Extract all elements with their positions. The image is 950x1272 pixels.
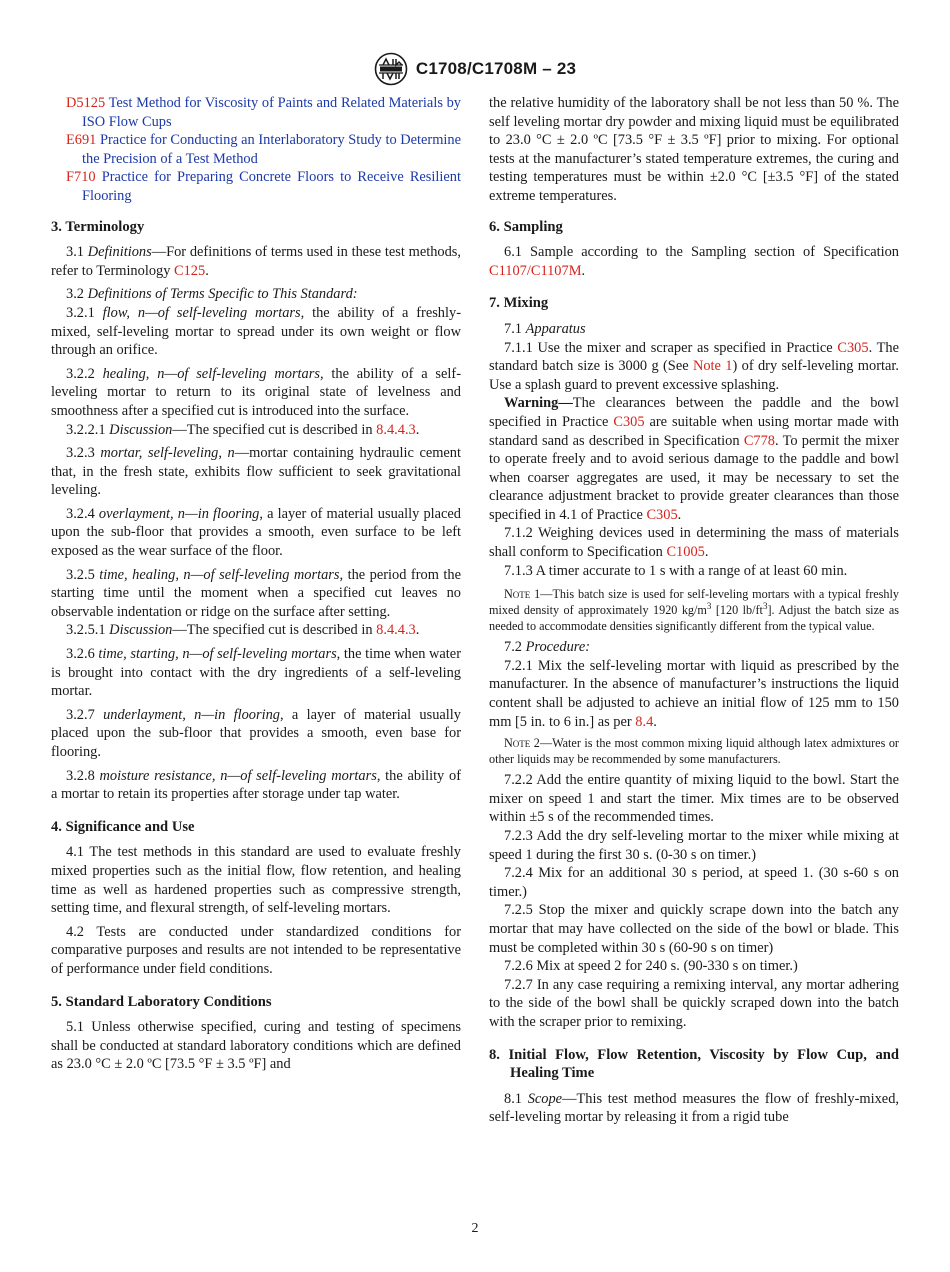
page-header [0, 52, 950, 86]
paragraph-3-1: 3.1 Definitions—For definitions of terms used in these test methods, refer to Terminology C125. [51, 244, 461, 279]
paragraph-7-1-2: 7.1.2 Weighing devices used in determining the mass of materials shall conform to Specification C1005. [489, 525, 899, 561]
paragraph-7-1-3: 7.1.3 A timer accurate to 1 s with a range of at least 60 min. [504, 562, 848, 579]
paragraph-6-1: 6.1 Sample according to the Sampling section of Specification C1107/C1107M. [489, 244, 899, 279]
paragraph-3-2-2: 3.2.2 healing, n—of self-leveling mortars, the ability of a self-leveling mortar to return to its original state of levelness and smoothness after a specified cut is introduced into the surface. [51, 365, 461, 419]
link-c1107[interactable]: C1107/C1107M [489, 262, 582, 279]
astm-logo-icon [374, 52, 408, 86]
reference-d5125 [51, 94, 461, 131]
paragraph-4-2: 4.2 Tests are conducted under standardized conditions for comparative purposes and results are not intended to be representative of performance under field conditions. [51, 923, 461, 977]
section-heading: 7. Mixing [489, 295, 549, 312]
left-column [51, 94, 461, 1074]
paragraph-7-2: 7.2 Procedure: [504, 639, 591, 656]
reference-title[interactable]: Practice for Conducting an Interlaboratory Study to Determine the Precision of a Test Method [82, 132, 461, 167]
paragraph-7-1-1: 7.1.1 Use the mixer and scraper as specified in Practice C305. The standard batch size is 3000 g (See Note 1) of dry self-leveling mortar. Use a splash guard to prevent excessive splashing. [489, 339, 899, 393]
reference-f710 [51, 168, 461, 205]
paragraph-7-2-6: 7.2.6 Mix at speed 2 for 240 s. (90-330 s on timer.) [504, 958, 798, 975]
paragraph-7-2-7: 7.2.7 In any case requiring a remixing interval, any mortar adhering to the side of the bowl shall be quickly scraped down into the batch with the scraper prior to remixing. [489, 976, 899, 1030]
paragraph-7-2-4: 7.2.4 Mix for an additional 30 s period, at speed 1. (30 s-60 s on timer.) [489, 865, 899, 900]
section-heading: 8. Initial Flow, Flow Retention, Viscosity by Flow Cup, and Healing Time [489, 1046, 899, 1082]
link-c305[interactable]: C305 [837, 339, 869, 356]
paragraph-3-2-5-1: 3.2.5.1 Discussion—The specified cut is described in 8.4.4.3. [66, 622, 420, 639]
paragraph-7-2-3: 7.2.3 Add the dry self-leveling mortar to the mixer while mixing at speed 1 during the first 30 s. (0-30 s on timer.) [489, 828, 899, 863]
right-column [489, 94, 899, 1127]
paragraph-3-2-2-1: 3.2.2.1 Discussion—The specified cut is described in 8.4.4.3. [66, 421, 420, 438]
paragraph-5-1-continued: the relative humidity of the laboratory shall be not less than 50 %. The self leveling mortar dry powder and mixing liquid must be equilibrated to 23.0 °C ± 2.0 ºC [73.5 °F ± 3.5 ºF] prior to mixing. For optional tests at the manufacturer’s stated temperature extremes, the curing and testing temperatures must be within ±2.0 °C [±3.5 °F] of the stated extreme temperatures. [489, 95, 899, 204]
reference-e691 [51, 131, 461, 168]
paragraph-3-2-8: 3.2.8 moisture resistance, n—of self-leveling mortars, the ability of a mortar to retain its properties after storage under tap water. [51, 767, 461, 803]
paragraph-7-2-2: 7.2.2 Add the entire quantity of mixing liquid to the bowl. Start the mixer on speed 1 and start the timer. Mix times are to be observed within ±5 s of the recommended times. [489, 772, 899, 826]
paragraph-7-2-5: 7.2.5 Stop the mixer and quickly scrape down into the batch any mortar that may have collected on the side of the bowl or blade. This must be completed within 30 s (60-90 s on timer) [489, 902, 899, 956]
reference-code[interactable]: E691 [66, 132, 97, 149]
note-2: Note 2—Water is the most common mixing liquid although latex admixtures or other liquids may be recommended by some manufacturers. [489, 736, 899, 767]
reference-code[interactable]: F710 [66, 169, 96, 186]
paragraph-3-2-1: 3.2.1 flow, n—of self-leveling mortars, the ability of a freshly-mixed, self-leveling mortar to spread under its own weight or flow through an orifice. [51, 304, 461, 359]
paragraph-3-2-5: 3.2.5 time, healing, n—of self-leveling mortars, the period from the starting time until the moment when a specified cut leaves no observable indentation or ridge on the surface after setting. [51, 566, 461, 620]
paragraph-7-2-1: 7.2.1 Mix the self-leveling mortar with liquid as prescribed by the manufacturer. In the absence of manufacturer’s instructions the liquid content shall be adjusted to achieve an initial flow of 125 mm to 150 mm [5 in. to 6 in.] as per 8.4. [489, 657, 899, 730]
section-heading: 6. Sampling [489, 218, 563, 235]
link-note-1[interactable]: Note 1 [692, 358, 733, 375]
link-c125[interactable]: C125 [174, 262, 206, 279]
reference-title[interactable]: Test Method for Viscosity of Paints and Related Materials by ISO Flow Cups [82, 95, 461, 130]
paragraph-3-2-4: 3.2.4 overlayment, n—in flooring, a layer of material usually placed upon the sub-floor that provides a smooth, even surface to be left exposed as the wear surface of the floor. [51, 505, 461, 560]
link-c305[interactable]: C305 [613, 413, 645, 430]
paragraph-8-1: 8.1 Scope—This test method measures the flow of freshly-mixed, self-leveling mortar by releasing it from a rigid tube [489, 1090, 899, 1126]
link-8-4-4-3[interactable]: 8.4.4.3 [376, 622, 416, 639]
warning-paragraph: Warning—The clearances between the paddle and the bowl specified in Practice C305 are suitable when using mortar made with standard sand as described in Specification C778. To permit the mixer to operate freely and to avoid serious damage to the paddle and bowl when coarser aggregates are used, it may be necessary to set the clearance adjustment bracket to provide greater clearances than those specified in 4.1 of Practice C305. [489, 395, 899, 523]
paragraph-3-2-3: 3.2.3 mortar, self-leveling, n—mortar containing hydraulic cement that, in the fresh state, exhibits flow sufficient to seek gravitational leveling. [51, 445, 461, 499]
page-number: 2 [471, 1221, 479, 1236]
paragraph-7-1: 7.1 Apparatus [504, 320, 586, 337]
paragraph-3-2-7: 3.2.7 underlayment, n—in flooring, a layer of material usually placed upon the sub-floor that provides a smooth, even base for flooring. [51, 706, 461, 760]
reference-code[interactable]: D5125 [66, 95, 106, 111]
paragraph-5-1: 5.1 Unless otherwise specified, curing and testing of specimens shall be conducted at standard laboratory conditions which are defined as 23.0 °C ± 2.0 ºC [73.5 °F ± 3.5 ºF] and [51, 1019, 461, 1073]
section-heading: 3. Terminology [51, 218, 145, 235]
paragraph-3-2: 3.2 Definitions of Terms Specific to This Standard: [66, 286, 358, 303]
note-1: Note 1—This batch size is used for self-leveling mortars with a typical freshly mixed density of approximately 1920 $kg/m^3$ [120 $lb/ft^3$]. Adjust the batch size as needed to accommodate densities significantly different from the typical value. [489, 587, 899, 634]
link-8-4[interactable]: 8.4 [635, 713, 654, 730]
section-heading: 4. Significance and Use [51, 818, 195, 835]
link-c1005[interactable]: C1005 [666, 544, 705, 561]
standard-designation: C1708/C1708M – 23 [415, 59, 577, 78]
paragraph-3-2-6: 3.2.6 time, starting, n—of self-leveling mortars, the time when water is brought into contact with the dry ingredients of a self-leveling mortar. [51, 646, 461, 700]
link-c778[interactable]: C778 [743, 432, 775, 449]
link-8-4-4-3[interactable]: 8.4.4.3 [376, 421, 416, 438]
link-c305[interactable]: C305 [646, 506, 678, 523]
paragraph-4-1: 4.1 The test methods in this standard are used to evaluate freshly mixed properties such as the initial flow, flow retention, and healing time as well as hardened properties such as compressive strength, setting time, and flexural strength, of self-leveling mortars. [51, 844, 461, 917]
section-heading: 5. Standard Laboratory Conditions [51, 993, 272, 1010]
reference-title[interactable]: Practice for Preparing Concrete Floors to Receive Resilient Flooring [82, 169, 461, 204]
